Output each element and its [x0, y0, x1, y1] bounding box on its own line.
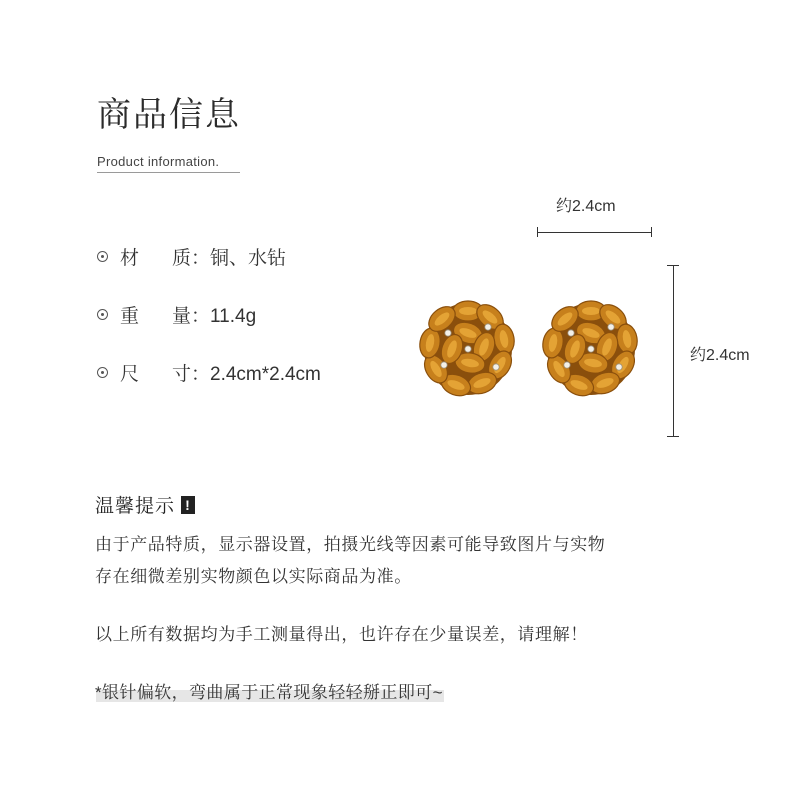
width-dimension-label: 约2.4cm	[556, 198, 616, 215]
height-dimension-line	[673, 265, 674, 436]
tips-title	[95, 491, 195, 518]
width-dimension-line	[537, 232, 652, 233]
bullet-icon	[97, 367, 108, 378]
spec-value: ：11.4g	[191, 306, 257, 327]
page-title: 商品信息	[97, 96, 241, 134]
page-subtitle: Product information.	[97, 154, 220, 169]
gold-flower-cluster	[541, 300, 639, 400]
spec-key-second: 寸	[172, 364, 192, 385]
earring-image-left	[418, 293, 518, 403]
bullet-icon	[97, 309, 108, 320]
spec-key-first: 重	[120, 306, 140, 327]
earring-image-right	[541, 293, 641, 403]
width-dimension-cap-right	[651, 227, 652, 237]
tips-paragraph-line: 由于产品特质，显示器设置，拍摄光线等因素可能导致图片与实物	[95, 535, 606, 554]
spec-key-second: 量	[172, 306, 192, 327]
spec-key-first: 材	[120, 248, 140, 269]
alert-icon: !	[181, 496, 195, 514]
gold-flower-cluster	[418, 300, 516, 400]
tips-paragraph-line: 存在细微差别实物颜色以实际商品为准。	[95, 567, 412, 586]
spec-value: ：铜、水钻	[191, 248, 287, 269]
height-dimension-label: 约2.4cm	[690, 347, 750, 364]
spec-key-first: 尺	[120, 364, 140, 385]
height-dimension-cap-top	[667, 265, 679, 266]
spec-value: ：2.4cm*2.4cm	[191, 364, 321, 385]
height-dimension-cap-bottom	[667, 436, 679, 437]
width-dimension-cap-left	[537, 227, 538, 237]
tips-needle-note: *银针偏软，弯曲属于正常现象轻轻掰正即可~	[95, 683, 443, 702]
tips-title-text: 温馨提示	[95, 496, 176, 517]
spec-key-second: 质	[172, 248, 192, 269]
spec-material	[97, 247, 286, 271]
bullet-icon	[97, 251, 108, 262]
spec-size	[97, 363, 321, 387]
tips-measurement-note: 以上所有数据均为手工测量得出，也许存在少量误差，请理解！	[95, 625, 588, 644]
spec-weight	[97, 305, 256, 329]
subtitle-underline	[97, 172, 240, 173]
